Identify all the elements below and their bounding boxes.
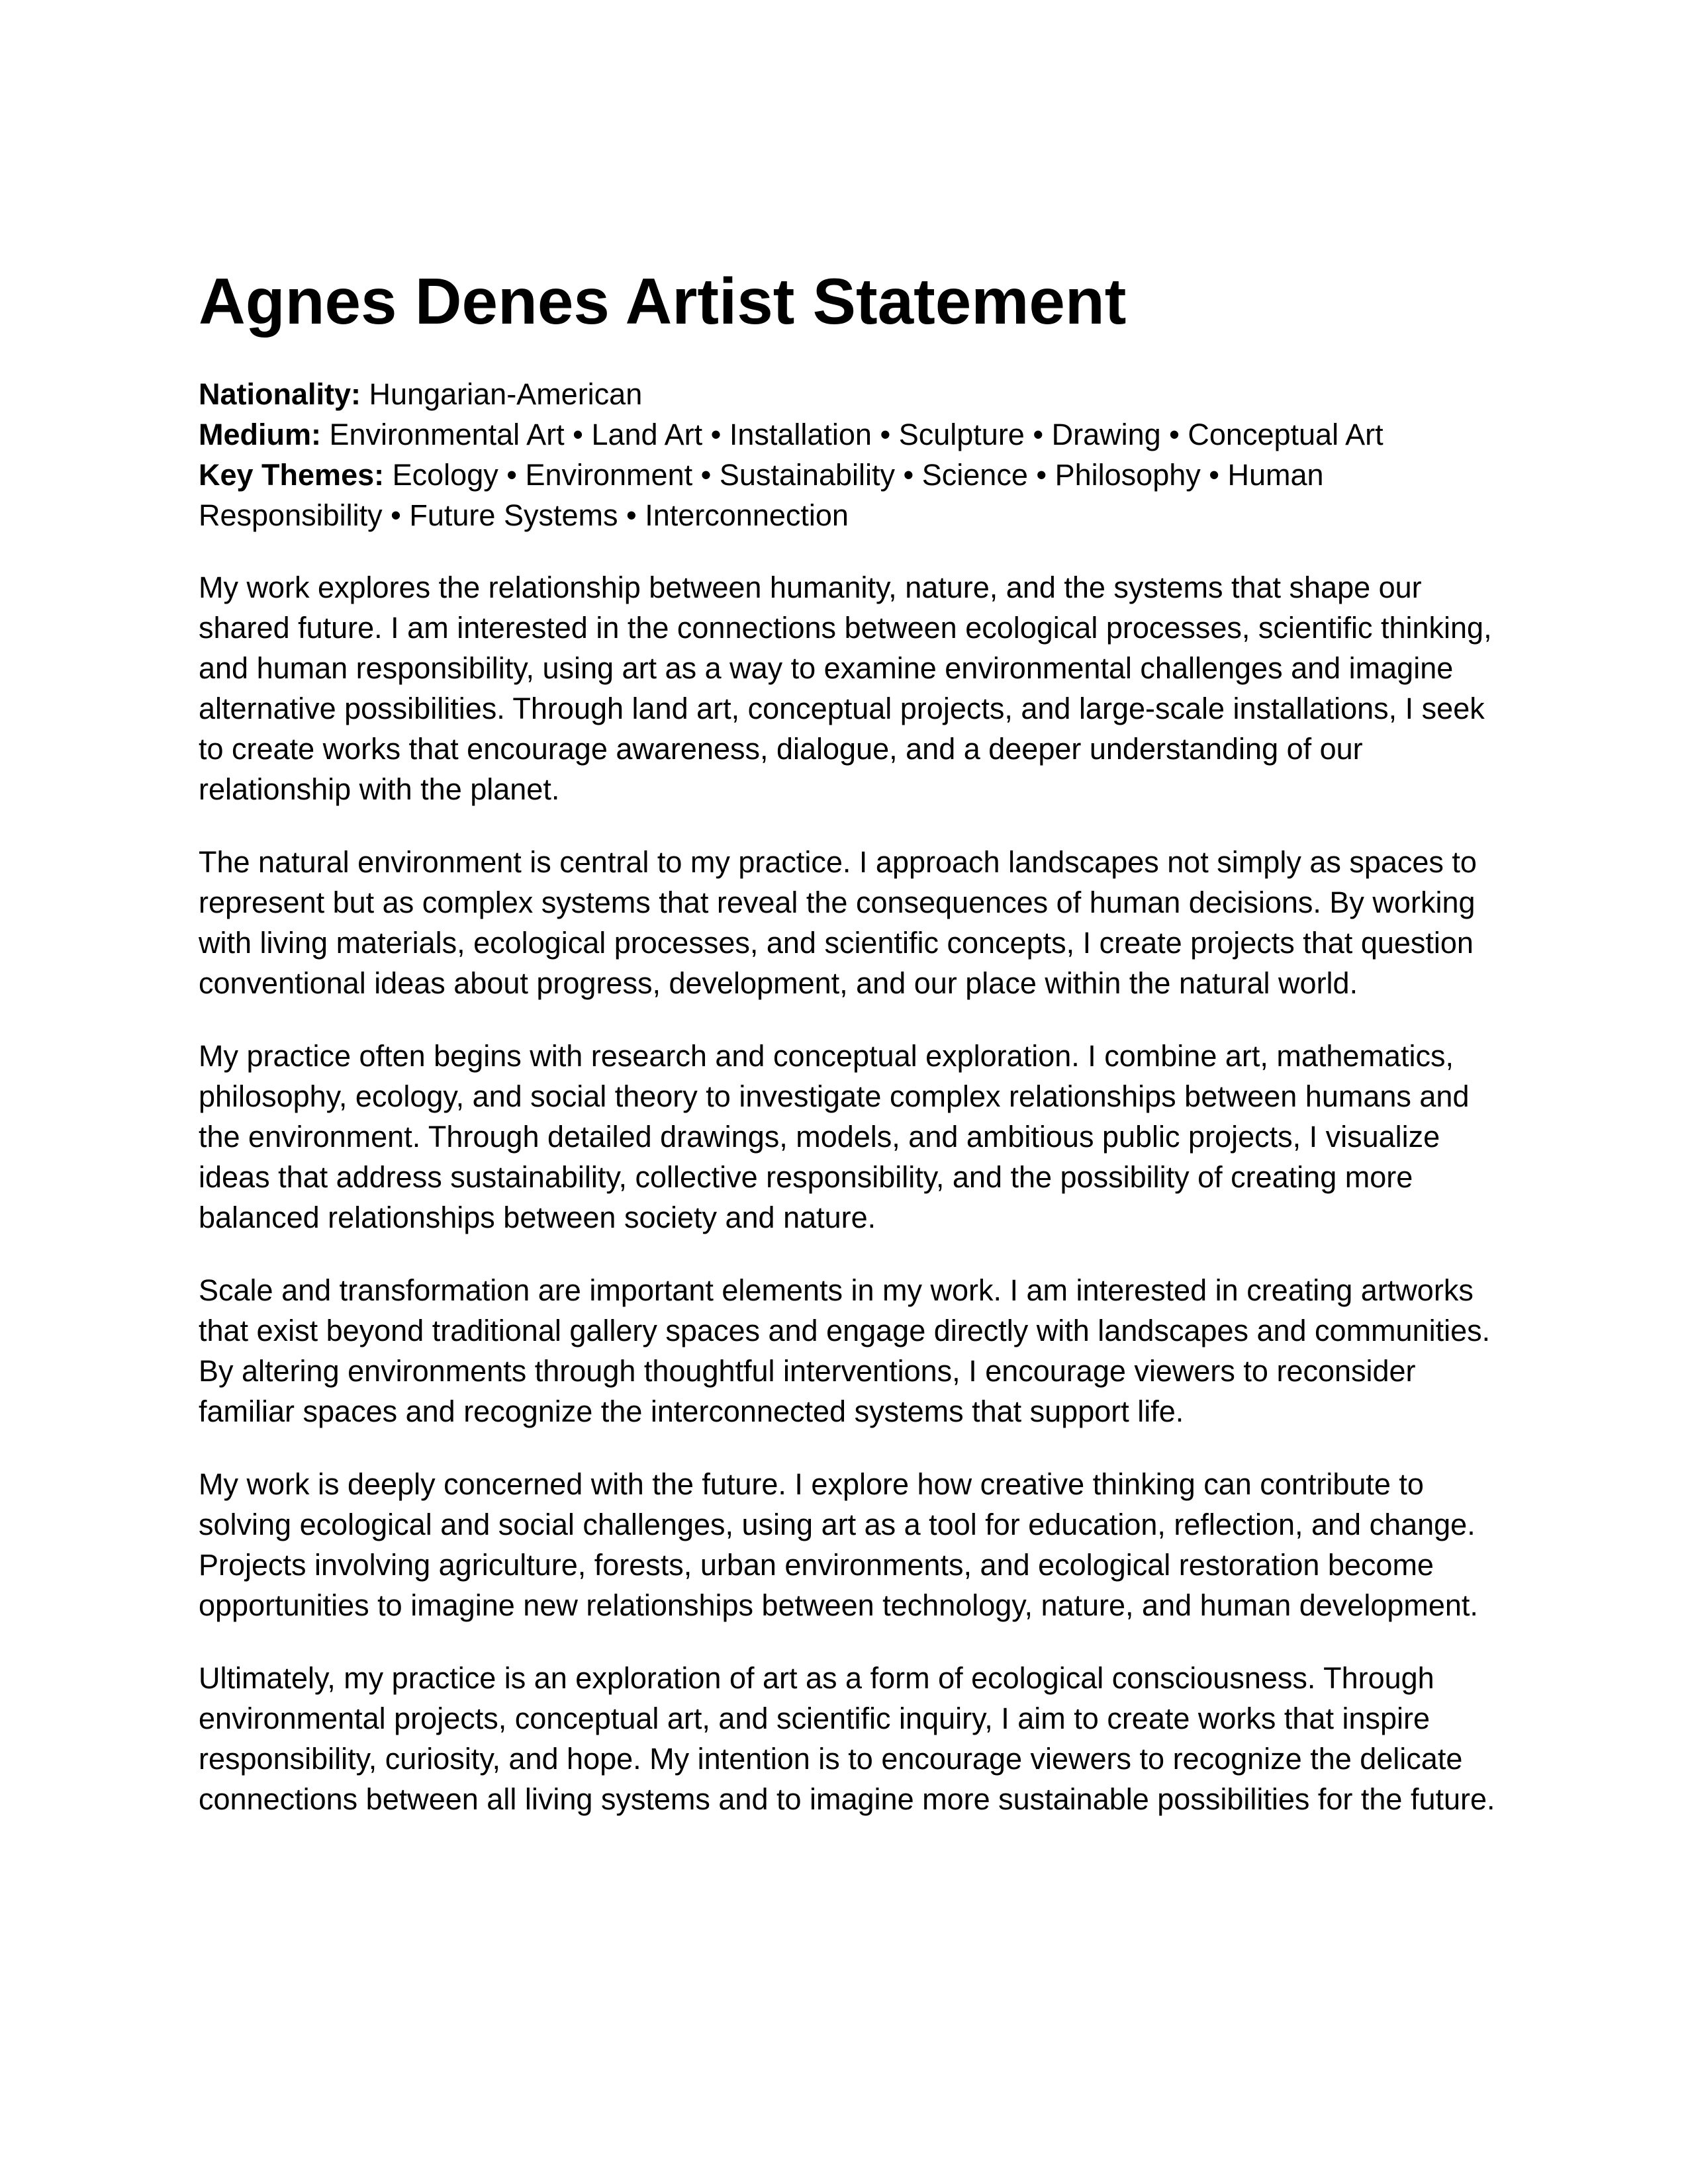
nationality-line [199,374,1496,414]
themes-value: Ecology • Environment • Sustainability • Science • Philosophy • Human Responsibility • Future Systems • Interconnection [199,458,1324,532]
medium-label: Medium: [199,418,321,451]
artist-meta [199,374,1496,535]
document-page [199,261,1496,1852]
body-paragraph-2: The natural environment is central to my practice. I approach landscapes not simply as spaces to represent but as complex systems that reveal the consequences of human decisions. By working with living materials, ecological processes, and scientific concepts, I create projects that question conventional ideas about progress, development, and our place within the natural world. [199,845,1477,1000]
medium-line [199,414,1496,455]
nationality-label: Nationality: [199,377,361,411]
body-paragraph-4: Scale and transformation are important elements in my work. I am interested in creating artworks that exist beyond traditional gallery spaces and engage directly with landscapes and communities. By altering environments through thoughtful interventions, I encourage viewers to reconsider familiar spaces and recognize the interconnected systems that support life. [199,1273,1491,1428]
themes-label: Key Themes: [199,458,385,492]
nationality-value: Hungarian-American [369,377,643,411]
page-title: Agnes Denes Artist Statement [199,265,1127,338]
body-paragraph-6: Ultimately, my practice is an exploration of art as a form of ecological consciousness. Through environmental projects, conceptual art, and scientific inquiry, I aim to create works that inspire responsibility, curiosity, and hope. My intention is to encourage viewers to recognize the delicate connections between all living systems and to imagine more sustainable possibilities for the future. [199,1661,1495,1816]
medium-value: Environmental Art • Land Art • Installation • Sculpture • Drawing • Conceptual Art [329,418,1383,451]
body-paragraph-3: My practice often begins with research and conceptual exploration. I combine art, mathematics, philosophy, ecology, and social theory to investigate complex relationships between humans and the environment. Through detailed drawings, models, and ambitious public projects, I visualize ideas that address sustainability, collective responsibility, and the possibility of creating more balanced relationships between society and nature. [199,1039,1470,1234]
body-paragraph-1: My work explores the relationship between humanity, nature, and the systems that shape our shared future. I am interested in the connections between ecological processes, scientific thinking, and human responsibility, using art as a way to examine environmental challenges and imagine alternative possibilities. Through land art, conceptual projects, and large-scale installations, I seek to create works that encourage awareness, dialogue, and a deeper understanding of our relationship with the planet. [199,570,1492,806]
themes-line [199,455,1496,535]
body-paragraph-5: My work is deeply concerned with the future. I explore how creative thinking can contribute to solving ecological and social challenges, using art as a tool for education, reflection, and change. Projects involving agriculture, forests, urban environments, and ecological restoration become opportunities to imagine new relationships between technology, nature, and human development. [199,1467,1478,1622]
